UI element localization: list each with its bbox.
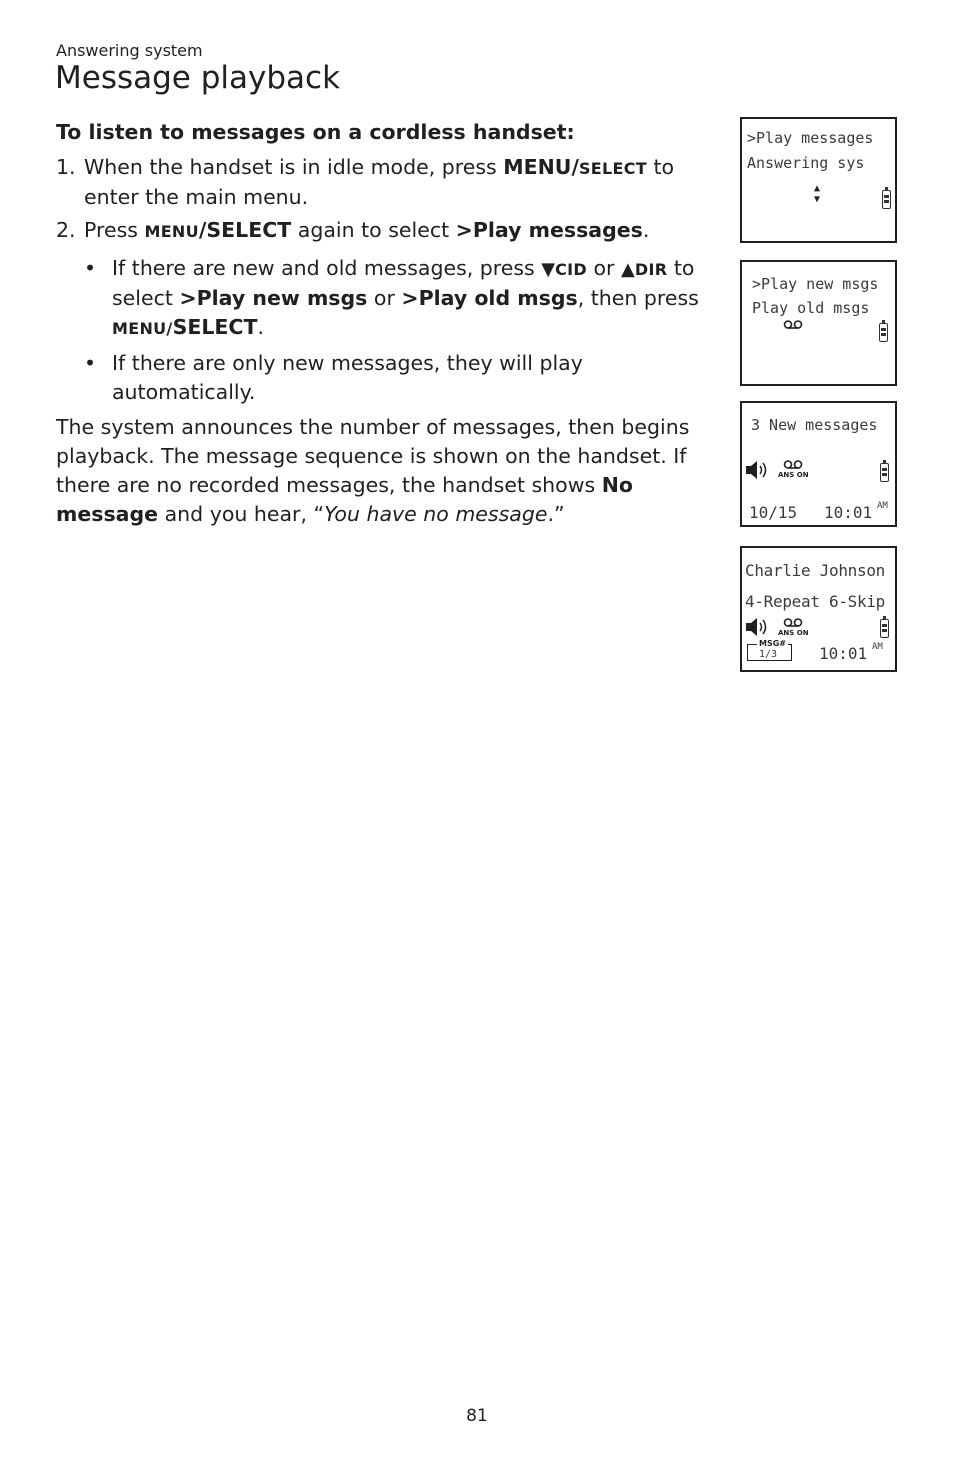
step-text: When the handset is in idle mode, press (84, 155, 504, 179)
playback-options: 4-Repeat 6-Skip (745, 592, 885, 611)
menu-key: MENU/ (112, 319, 173, 338)
screen-line-2: Play old msgs (752, 299, 870, 317)
option-play-messages: >Play messages (455, 218, 643, 242)
ampm-indicator: AM (877, 501, 888, 511)
page-number: 81 (466, 1406, 488, 1426)
screen-line-1: >Play new msgs (752, 275, 879, 293)
voicemail-icon (783, 460, 803, 470)
scroll-arrows-icon: ▲▼ (814, 183, 821, 205)
no-message-quote: You have no message (324, 502, 548, 526)
bullet-text: If there are new and old messages, press (112, 256, 542, 280)
no-message-label: No message (56, 473, 633, 526)
cid-key: CID (555, 260, 587, 279)
caller-name: Charlie Johnson (745, 561, 885, 580)
bullet-text: If there are only new messages, they will play automatically. (112, 351, 583, 404)
ans-on-label: ANS ON (778, 471, 809, 479)
bullet-list (56, 254, 728, 407)
option-play-old-msgs: >Play old msgs (401, 286, 578, 310)
bullet-only-new (56, 349, 728, 407)
bullet-text: . (257, 315, 264, 339)
handset-screen-playback (740, 546, 897, 672)
dir-key: DIR (634, 260, 668, 279)
msg-label: MSG# (759, 639, 786, 648)
bullet-dot: • (84, 351, 97, 375)
step-1 (56, 153, 728, 212)
paragraph-text: .” (547, 502, 565, 526)
date-display: 10/15 (749, 503, 798, 522)
msg-count: 1/3 (759, 649, 778, 660)
bullet-text: to select (112, 256, 695, 310)
speaker-icon (745, 460, 771, 480)
battery-icon (880, 619, 889, 638)
page-title: Message playback (55, 60, 341, 96)
step-text: to enter the main menu. (84, 155, 675, 209)
handset-screen-play-messages (740, 117, 897, 243)
bullet-new-old (56, 254, 728, 343)
screen-line-1: >Play messages (747, 129, 874, 147)
select-key: SELECT (172, 315, 258, 339)
paragraph-text: The system announces the number of messages, then begins playback. The message sequence is shown on the handset. If there are no recorded messages, the handset shows (56, 415, 690, 497)
bullet-text: or (587, 256, 622, 280)
battery-icon (880, 463, 889, 482)
battery-icon (879, 323, 888, 342)
up-arrow-icon: ▲ (621, 259, 635, 280)
voicemail-icon (783, 618, 803, 628)
speaker-icon (745, 617, 771, 637)
paragraph-text: and you hear, “ (158, 502, 325, 526)
ans-on-label: ANS ON (778, 629, 809, 637)
body-paragraph (56, 413, 728, 529)
instructions-heading: To listen to messages on a cordless handset: (56, 120, 575, 144)
menu-key: MENU/ (503, 155, 579, 179)
option-play-new-msgs: >Play new msgs (179, 286, 368, 310)
section-label: Answering system (56, 41, 203, 60)
down-arrow-icon: ▼ (541, 259, 556, 280)
handset-screen-play-new-old (740, 260, 897, 386)
bullet-text: , then press (577, 286, 699, 310)
step-text: . (642, 218, 650, 242)
bullet-text: or (367, 286, 402, 310)
handset-screen-new-messages (740, 401, 897, 527)
step-text: again to select (291, 218, 456, 242)
instructions (56, 118, 728, 529)
time-display: 10:01 (824, 503, 873, 522)
step-2 (56, 216, 728, 246)
screen-line-1: 3 New messages (751, 416, 878, 434)
step-text: Press (84, 218, 145, 242)
select-key: SELECT (578, 159, 647, 178)
screen-line-2: Answering sys (747, 154, 865, 172)
ampm-indicator: AM (872, 642, 883, 652)
battery-icon (882, 190, 891, 209)
select-key: /SELECT (198, 218, 292, 242)
step-number: 2. (56, 218, 76, 242)
step-number: 1. (56, 155, 76, 179)
time-display: 10:01 (819, 644, 868, 663)
voicemail-icon (783, 320, 803, 330)
bullet-dot: • (84, 256, 97, 280)
menu-key: MENU (144, 222, 199, 241)
